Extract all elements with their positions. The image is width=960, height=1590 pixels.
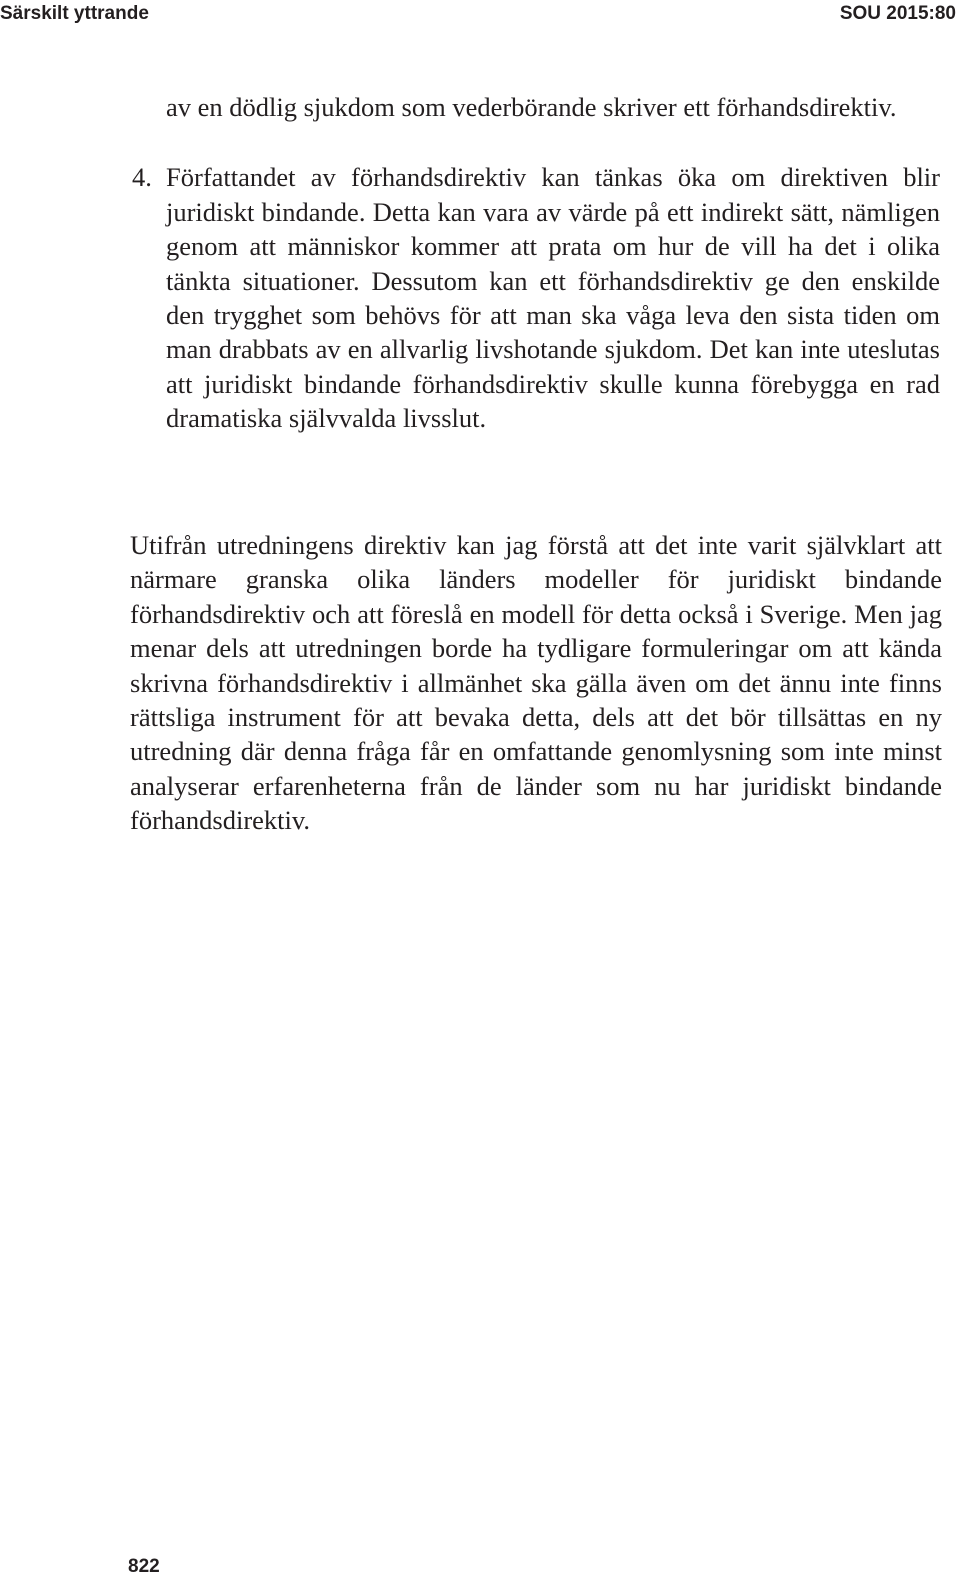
list-item-number: 4. bbox=[132, 162, 152, 193]
list-item-4 bbox=[132, 160, 940, 435]
body-paragraph: Utifrån utredningens direktiv kan jag förstå att det inte varit självklart att närmare granska olika länders modeller för juridiskt bindande förhandsdirektiv och att föreslå en modell för detta också i Sverige. Men jag menar dels att utredningen borde ha tydligare formuleringar om att kända skrivna förhandsdirektiv i allmänhet ska gälla även om det ännu inte finns rättsliga instrument för att bevaka detta, dels att det bör tillsättas en ny utredning där denna fråga får en omfattande genomlysning som inte minst analyserar erfarenheterna från de länder som nu har juridiskt bindande förhandsdirektiv. bbox=[130, 530, 942, 836]
list-item-continuation: av en dödlig sjukdom som vederbörande skriver ett förhandsdirektiv. bbox=[166, 92, 897, 122]
page-number: 822 bbox=[128, 1556, 160, 1577]
header-report-id: SOU 2015:80 bbox=[839, 3, 956, 24]
list-item-text: Författandet av förhandsdirektiv kan tänkas öka om direktiven blir juridiskt bindande. Detta kan vara av värde på ett indirekt sätt, nämligen genom att människor kommer att prata om hur de vill ha det i olika tänkta situationer. Dessutom kan ett förhandsdirektiv ge den enskilde den trygghet som behövs för att man ska våga leva den sista tiden om man drabbats av en allvarlig livshotande sjukdom. Det kan inte uteslutas att juridiskt bindande förhandsdirektiv skulle kunna förebygga en rad dramatiska självvalda livsslut. bbox=[166, 162, 940, 434]
header-section-title: Särskilt yttrande bbox=[0, 3, 149, 24]
numbered-list bbox=[132, 90, 940, 436]
running-header bbox=[0, 3, 956, 25]
